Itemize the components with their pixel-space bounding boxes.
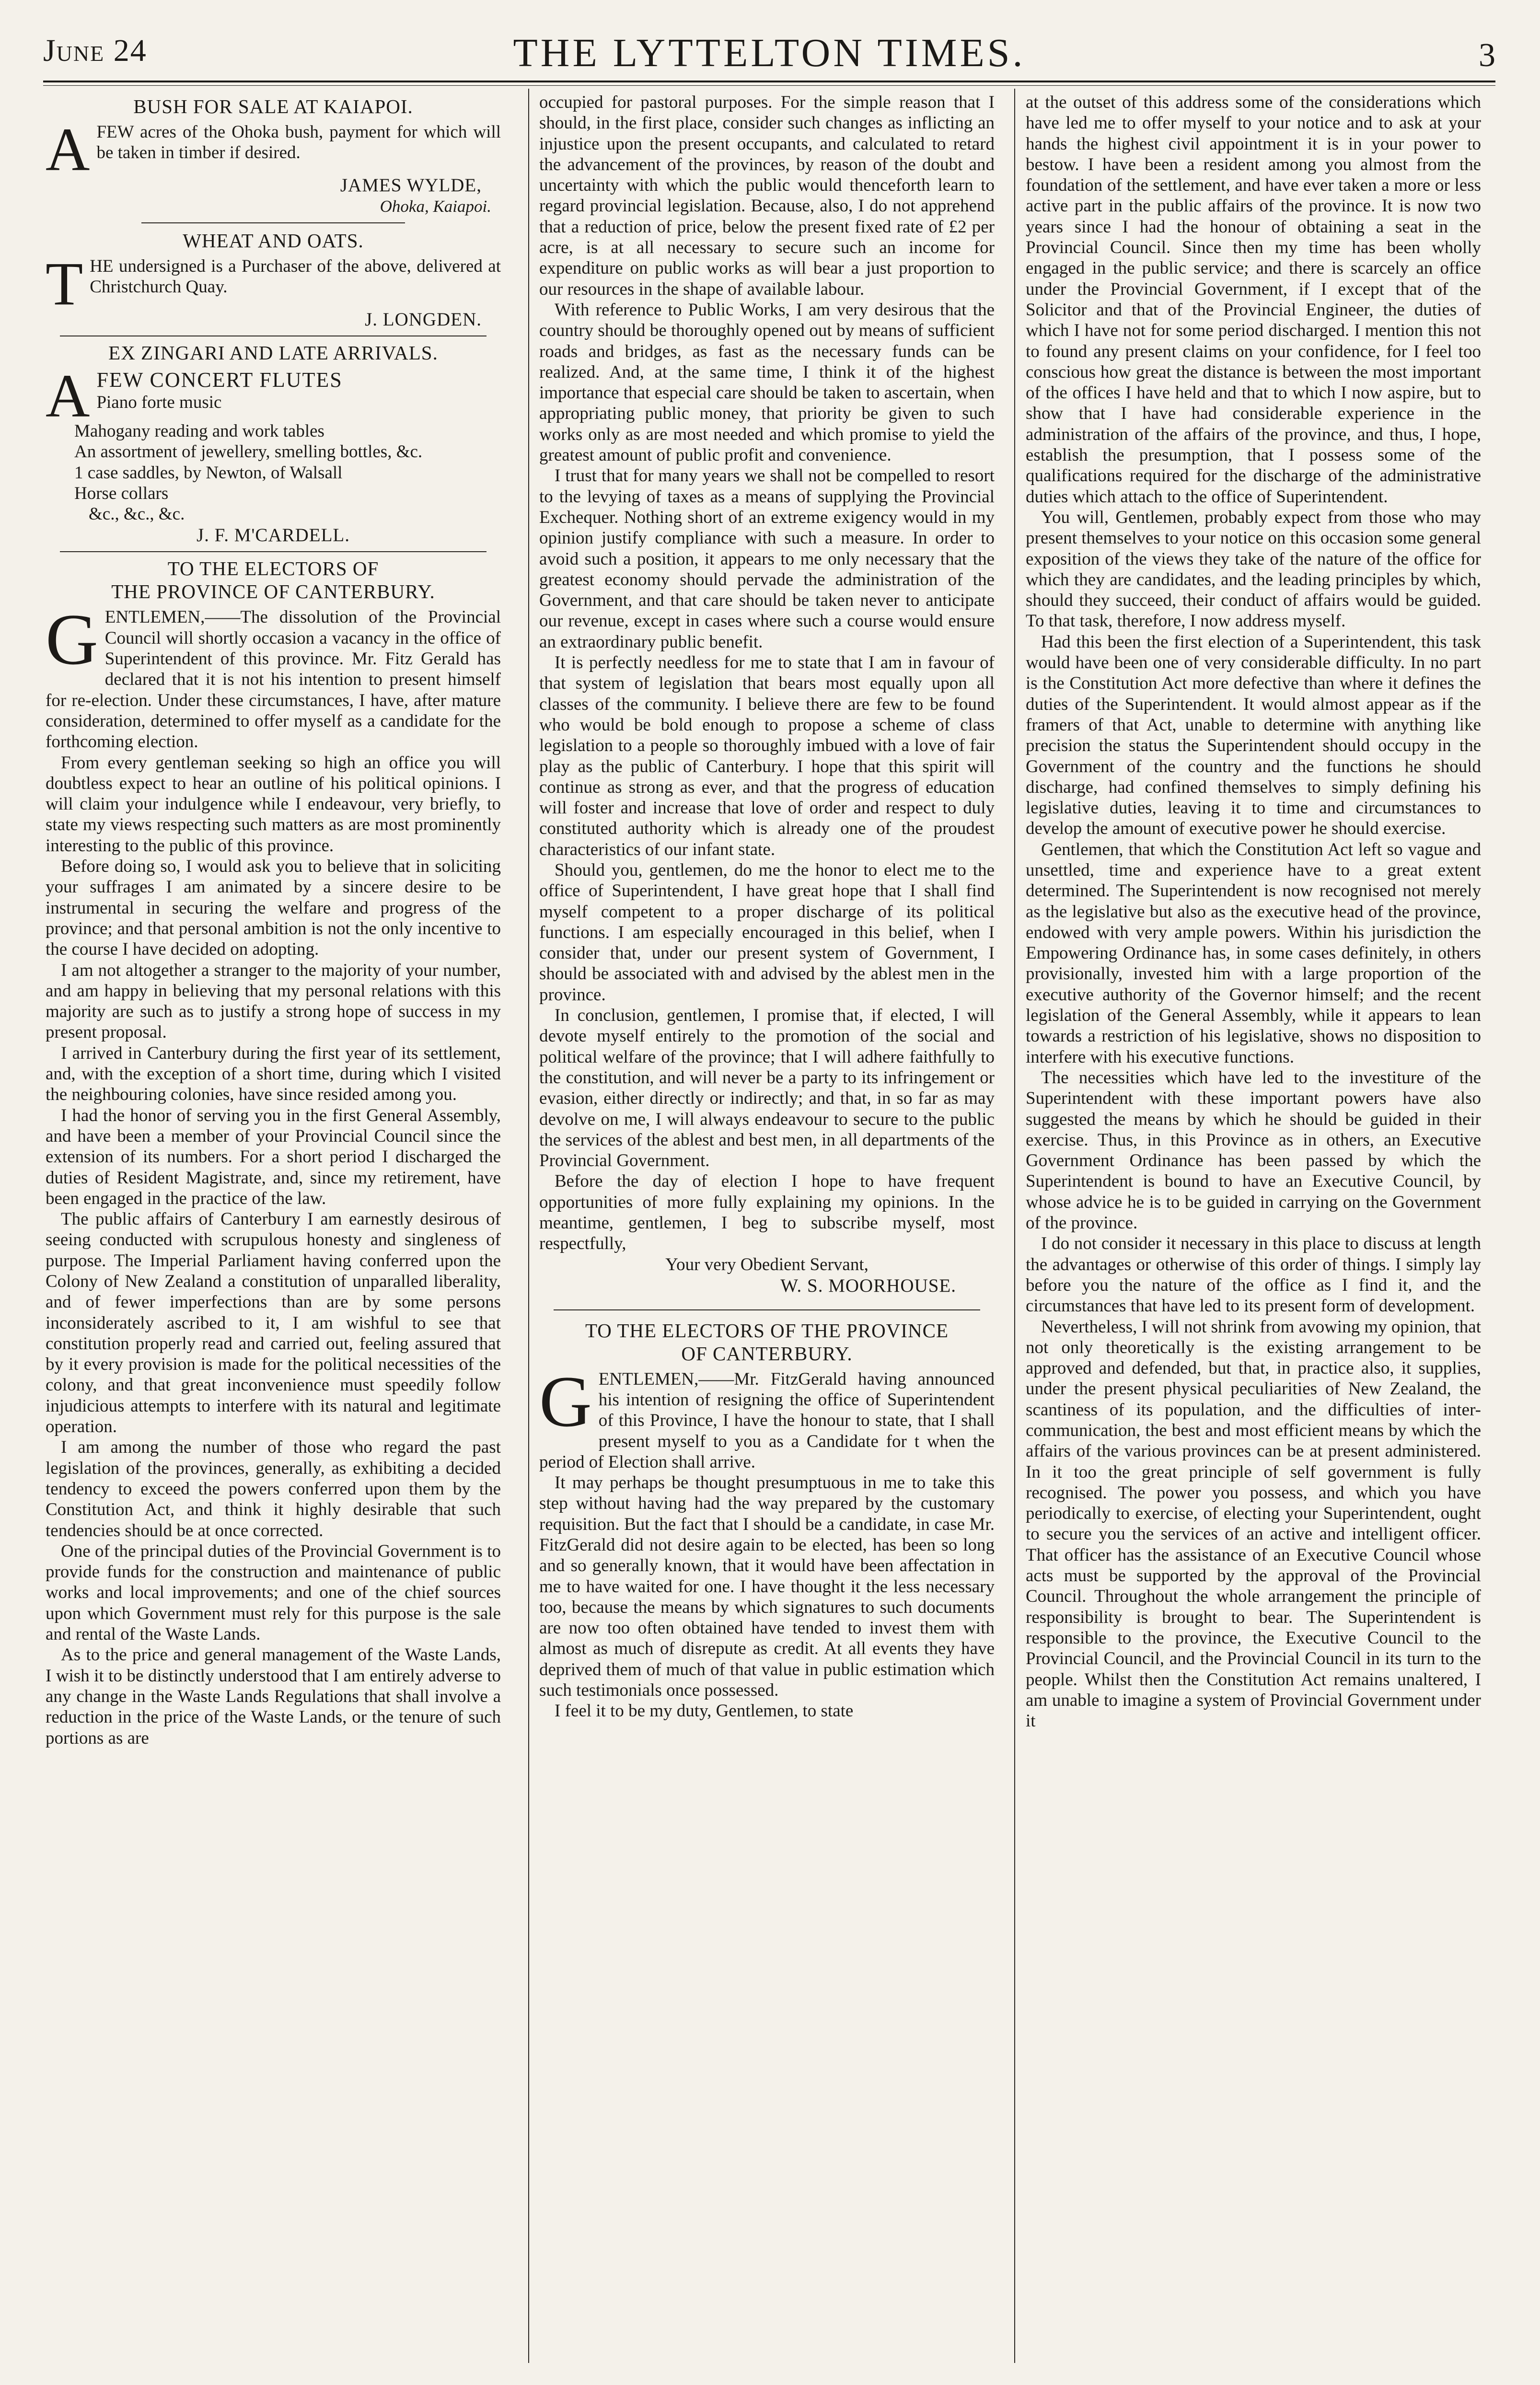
list-item: Mahogany reading and work tables xyxy=(74,421,324,441)
article-heading: TO THE ELECTORS OF THE PROVINCE xyxy=(585,1319,949,1342)
paragraph: It may perhaps be thought presumptuous in me to take this step without having had the way prepared by the customary requisition. But the fact that I should be a candidate, in case Mr. FitzGerald did not desire again to be elected, has been so long and so generally known, that it would have been affectation in me to have waited for one. I have thought it the less necessary too, because the means by which signatures to such documents are now too often obtained have tended to invest them with almost as much of disrepute as credit. At all events they have deprived them of much of that value in public estimation which such testimonials once possessed. xyxy=(539,1473,995,1701)
drop-cap: A xyxy=(46,122,90,174)
column-1 xyxy=(46,92,501,2364)
column-divider xyxy=(1014,89,1015,2363)
column-3 xyxy=(1026,92,1481,2364)
advert-signature: JAMES WYLDE, xyxy=(340,175,482,196)
advert-signature: J. F. M'CARDELL. xyxy=(196,525,350,546)
advert-ex-zingari xyxy=(46,341,501,546)
paragraph: I am among the number of those who regard the past legislation of the provinces, generally, as exhibiting a decided tendency to exceed the powers conferred upon them by the Constitution Act, and think it highly desirable that such tendencies should be at once corrected. xyxy=(46,1437,501,1540)
paragraph: Before the day of election I hope to have frequent opportunities of more fully explaining my opinions. In the meantime, gentlemen, I beg to subscribe myself, most respectfully, xyxy=(539,1171,995,1254)
paragraph: ENTLEMEN,——The dissolution of the Provincial Council will shortly occasion a vacancy in the office of Superintendent of this province. Mr. Fitz Gerald has declared that it is not his intention to present himself for re-election. Under these circumstances, I have, after mature consideration, determined to offer myself as a candidate for the forthcoming election. xyxy=(46,607,501,752)
paragraph: Before doing so, I would ask you to believe that in soliciting your suffrages I am animated by a sincere desire to be instrumental in securing the welfare and progress of the province; and that personal ambition is not the only incentive to the course I have decided on adopting. xyxy=(46,857,501,960)
paragraph: at the outset of this address some of the considerations which have led me to offer myself to your notice and to ask at your hands the highest civil appointment it is in your power to bestow. I have been a resident among you almost from the foundation of the settlement, and have ever taken a more or less active part in the public affairs of the province. It is now two years since I had the honour of obtaining a seat in the Provincial Council. Since then my time has been wholly engaged in the public service; and there is scarcely an office under the Provincial Government, if I except that of the Solicitor and that of the Provincial Engineer, the duties of which I have not for some period discharged. I mention this not to found any present claims on your confidence, for I feel too conscious how great the distance is between the most important of the offices I have held and that to which I now aspire, but to show that I have had considerable experience in the administration of the affairs of the province, and thus, I hope, establish the presumption, that I possess some of the qualifications required for the discharge of the administrative duties which attach to the office of Superintendent. xyxy=(1026,93,1481,507)
paragraph: Gentlemen, that which the Constitution Act left so vague and unsettled, time and experience have to a great extent determined. The Superintendent is now recognised not merely as the legislative but also as the executive head of the province, endowed with very ample powers. Within his jurisdiction the Empowering Ordinance has, in some cases definitely, in others provisionally, invested him with a large proportion of the executive authority of the Governor himself; and the recent legislation of the General Assembly, while it appears to lean towards a restriction of his legislative, shows no disposition to interfere with his executive functions. xyxy=(1026,839,1481,1067)
newspaper-title: THE LYTTELTON TIMES. xyxy=(513,31,1026,75)
list-item: &c., &c., &c. xyxy=(89,504,185,524)
paragraph: With reference to Public Works, I am very desirous that the country should be thoroughly opened out by means of sufficient roads and bridges, as fast as the necessary funds can be realized. And, at the same time, I think it of the highest importance that especial care should be taken to ascertain, when appropriating public money, that priority be given to such works only as are most needed and which promise to yield the greatest amount of public profit and convenience. xyxy=(539,300,995,465)
list-item: 1 case saddles, by Newton, of Walsall xyxy=(74,463,343,483)
paragraph: You will, Gentlemen, probably expect from those who may present themselves to your notice on this occasion some general exposition of the views they take of the nature of the office for which they are candidates, and the leading principles by which, should they succeed, their conduct of affairs would be guided. To that task, therefore, I now address myself. xyxy=(1026,507,1481,631)
advert-heading: WHEAT AND OATS. xyxy=(183,230,364,252)
list-item: Piano forte music xyxy=(96,393,222,412)
paragraph: I had the honor of serving you in the first General Assembly, and have been a member of your Provincial Council since the extension of its numbers. For a short period I discharged the duties of Resident Magistrate, and, since my retirement, have been engaged in the practice of the law. xyxy=(46,1105,501,1208)
paragraph: The public affairs of Canterbury I am earnestly desirous of seeing conducted with scrupulous honesty and singleness of purpose. The Imperial Parliament having conferred upon the Colony of New Zealand a constitution of unparalled liberality, and of fewer imperfections than are by some persons inconsiderately ascribed to it, I am wishful to see that constitution properly read and carried out, feeling assured that by it every provision is made for the political necessities of the colony, and that great inconvenience must speedily follow injudicious attempts to interfere with its natural and legitimate operation. xyxy=(46,1209,501,1437)
paragraph: I feel it to be my duty, Gentlemen, to state xyxy=(555,1701,854,1721)
paragraph: occupied for pastoral purposes. For the simple reason that I should, in the first place, consider such changes as inflicting an injustice upon the present occupants, and calculated to retard the advancement of the provinces, by reason of the doubt and uncertainty with which the public would thenceforth learn to regard provincial legislation. Because, also, I do not apprehend that a reduction of price, below the present fixed rate of £2 per acre, is at all necessary to secure such an income for expenditure on public works as will bear a just proportion to our resources in the shape of available labour. xyxy=(539,93,995,299)
advert-heading: EX ZINGARI AND LATE ARRIVALS. xyxy=(108,342,438,364)
paragraph: I trust that for many years we shall not be compelled to resort to the levying of taxes as a means of supplying the Provincial Exchequer. Nothing short of an extreme exigency would in my opinion justify compliance with such a measure. In order to avoid such a position, it appears to me only necessary that the greatest economy should pervade the administration of the Government, and that care should be taken never to anticipate our revenue, except in cases where such a course would ensure an extraordinary public benefit. xyxy=(539,466,995,652)
advert-heading: BUSH FOR SALE AT KAIAPOI. xyxy=(133,95,413,117)
advert-place: Ohoka, Kaiapoi. xyxy=(380,197,491,216)
paragraph: Should you, gentlemen, do me the honor to elect me to the office of Superintendent, I have great hope that I shall find myself competent to a proper discharge of its political functions. I am especially encouraged in this belief, when I consider that, under our present system of Government, I should be associated with and advised by the ablest men in the province. xyxy=(539,860,995,1005)
column-2 xyxy=(539,92,995,2364)
advert-lead: FEW CONCERT FLUTES xyxy=(96,368,343,392)
article-electors-address xyxy=(46,557,501,1748)
masthead xyxy=(43,19,1495,77)
article-subheading: OF CANTERBURY. xyxy=(681,1342,853,1365)
paragraph: ENTLEMEN,——Mr. FitzGerald having announced his intention of resigning the office of Superintendent of this Province, I have the honour to state, that I shall present myself to you as a Candidate for t when the period of Election shall arrive. xyxy=(539,1369,995,1472)
drop-cap: A xyxy=(46,368,90,421)
signature: W. S. MOORHOUSE. xyxy=(780,1275,956,1296)
drop-cap: G xyxy=(539,1368,592,1442)
paragraph: One of the principal duties of the Provincial Government is to provide funds for the construction and maintenance of public works and local improvements; and one of the chief sources upon which Government must rely for this purpose is the sale and rental of the Waste Lands. xyxy=(46,1541,501,1644)
article-electors-address-2 xyxy=(539,1319,995,1722)
closing-line: Your very Obedient Servant, xyxy=(665,1254,868,1274)
paragraph: I arrived in Canterbury during the first year of its settlement, and, with the exception of a short time, during which I visited the neighbouring colonies, have since resided among you. xyxy=(46,1043,501,1105)
separator xyxy=(141,222,405,223)
paragraph: Nevertheless, I will not shrink from avowing my opinion, that not only theoretically is the existing arrangement to be approved and defended, but that, in practice also, it supplies, under the present physical peculiarities of New Zealand, the scantiness of its population, and the difficulties of inter-communication, the best and most efficient means by which the affairs of the various provinces can be at present administered. In it too the great principle of self government is fully recognised. The power you possess, and which you have periodically to exercise, of electing your Superintendent, ought to secure you the services of an active and intelligent officer. That officer has the assistance of an Executive Council whose acts must be supported by the approval of the Provincial Council. Throughout the whole arrangement the principle of responsibility is brought to bear. The Superintendent is responsible to the province, the Executive Council to the Provincial Council, and the Provincial Council in its turn to the people. Whilst then the Constitution Act remains unaltered, I am unable to imagine a system of Provincial Government under it xyxy=(1026,1317,1481,1731)
paragraph: I do not consider it necessary in this place to discuss at length the advantages or otherwise of this order of things. I simply lay before you the nature of the office as I find it, and the circumstances that have led to its present form of development. xyxy=(1026,1234,1481,1316)
article-heading: TO THE ELECTORS OF xyxy=(167,557,379,580)
drop-cap: T xyxy=(46,256,83,309)
advert-item-list xyxy=(46,392,501,413)
paragraph: Had this been the first election of a Superintendent, this task would have been one of very considerable difficulty. In no part is the Constitution Act more defective than where it defines the duties of the Superintendent. It would almost appear as if the framers of that Act, unable to determine with anything like precision the status the Superintendent should occupy in the Government of the country and the functions he should discharge, had confined themselves to simply defining his legislative duties, leaving it to time and circumstances to develop the amount of executive power he should exercise. xyxy=(1026,632,1481,839)
list-item: An assortment of jewellery, smelling bottles, &c. xyxy=(74,442,423,462)
paragraph: From every gentleman seeking so high an office you will doubtless expect to hear an outline of his political opinions. I will claim your indulgence while I endeavour, very briefly, to state my views respecting such matters as are most prominently interesting to the public of this province. xyxy=(46,753,501,856)
drop-cap: G xyxy=(46,607,98,680)
advert-item-list xyxy=(46,421,501,524)
advert-signature: J. LONGDEN. xyxy=(365,309,482,330)
page-number: 3 xyxy=(1479,37,1495,74)
issue-date: June 24 xyxy=(43,33,147,68)
advert-text: HE undersigned is a Purchaser of the above, delivered at Christchurch Quay. xyxy=(90,256,501,297)
paragraph: As to the price and general management of the Waste Lands, I wish it to be distinctly understood that I am entirely adverse to any change in the Waste Lands Regulations that shall involve a reduction in the price of the Waste Lands, or the tenure of such portions as are xyxy=(46,1645,501,1748)
article-subheading: THE PROVINCE OF CANTERBURY. xyxy=(111,580,435,603)
list-item: Horse collars xyxy=(74,483,169,503)
separator xyxy=(554,1309,980,1310)
masthead-rule xyxy=(43,81,1495,82)
separator xyxy=(60,551,486,552)
advert-text: FEW acres of the Ohoka bush, payment for which will be taken in timber if desired. xyxy=(96,122,501,163)
advert-bush-for-sale xyxy=(46,95,501,217)
paragraph: In conclusion, gentlemen, I promise that, if elected, I will devote myself entirely to the promotion of the social and political welfare of the province; that I will adhere faithfully to the constitution, and will never be a party to its infringement or evasion, either directly or indirectly; and that, in so far as may devolve on me, I will always endeavour to secure to the public the services of the ablest and best men, in all departments of the Provincial Government. xyxy=(539,1006,995,1171)
paragraph: I am not altogether a stranger to the majority of your number, and am happy in believing that my personal relations with this majority are such as to justify a strong hope of success in my present proposal. xyxy=(46,960,501,1042)
paragraph: The necessities which have led to the investiture of the Superintendent with these important powers have also suggested the means by which he should be guided in their exercise. Thus, in this Province as in others, an Executive Government Ordinance has been passed by which the Superintendent is bound to have an Executive Council, by whose advice he is to be guided in carrying on the Government of the province. xyxy=(1026,1067,1481,1233)
masthead-rule-thin xyxy=(43,85,1495,86)
column-divider xyxy=(528,89,529,2363)
paragraph: It is perfectly needless for me to state that I am in favour of that system of legislation that bears most equally upon all classes of the community. I believe there are few to be found who would be bold enough to propose a scheme of class legislation to a people so thoroughly imbued with a love of fair play as the public of Canterbury. I hope that this spirit will continue as strong as ever, and that the progress of education will foster and increase that love of order and respect to duly constituted authority which is already one of the proudest characteristics of our infant state. xyxy=(539,653,995,859)
advert-wheat-and-oats xyxy=(46,229,501,331)
